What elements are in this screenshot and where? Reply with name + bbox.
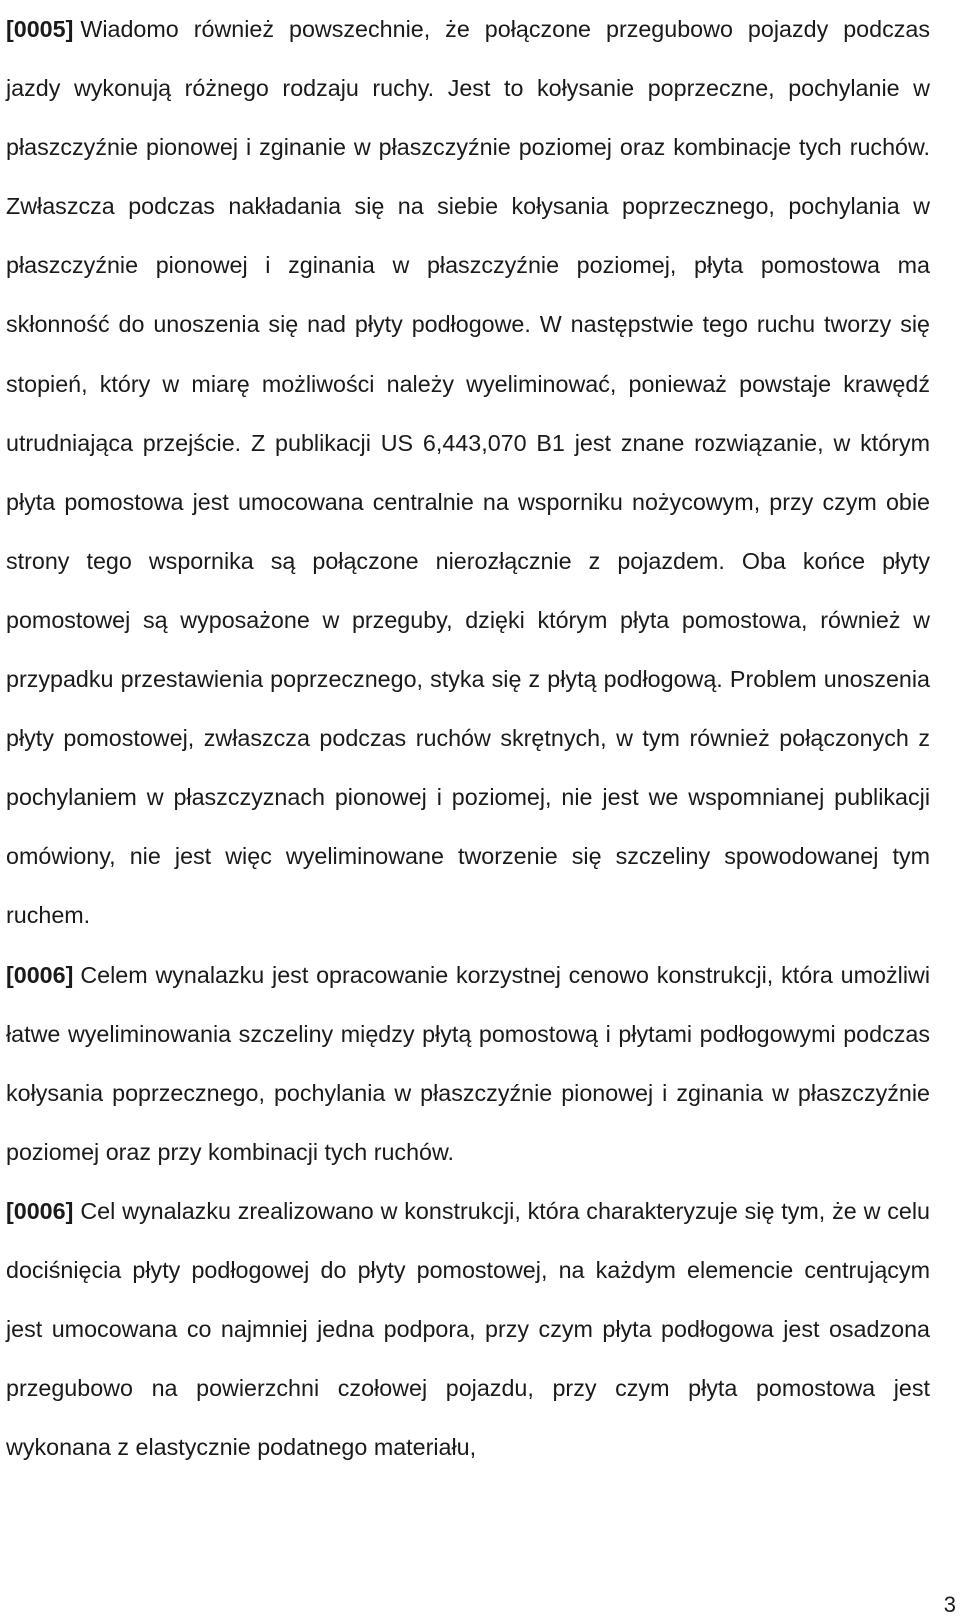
paragraph-text: Wiadomo również powszechnie, że połączone przegubowo pojazdy podczas jazdy wykonują różnego rodzaju ruchy. Jest to kołysanie poprzeczne, pochylanie w płaszczyźnie pionowej i zginanie w płaszczyźnie poziomej oraz kombinacje tych ruchów. Zwłaszcza podczas nakładania się na siebie kołysania poprzecznego, pochylania w płaszczyźnie pionowej i zginania w płaszczyźnie poziomej, płyta pomostowa ma skłonność do unoszenia się nad płyty podłogowe. W następstwie tego ruchu tworzy się stopień, który w miarę możliwości należy wyeliminować, ponieważ powstaje krawędź utrudniająca przejście. Z publikacji US 6,443,070 B1 jest znane rozwiązanie, w którym płyta pomostowa jest umocowana centralnie na wsporniku nożycowym, przy czym obie strony tego wspornika są połączone nierozłącznie z pojazdem. Oba końce płyty pomostowej są wyposażone w przeguby, dzięki którym płyta pomostowa, również w przypadku przestawienia poprzecznego, styka się z płytą podłogową. Problem unoszenia płyty pomostowej, zwłaszcza podczas ruchów skrętnych, w tym również połączonych z pochylaniem w płaszczyznach pionowej i poziomej, nie jest we wspomnianej publikacji omówiony, nie jest więc wyeliminowane tworzenie się szczeliny spowodowanej tym ruchem. [6, 16, 930, 929]
paragraph-0005 [6, 0, 930, 946]
paragraph-number: [0006] [6, 1197, 74, 1224]
document-page [6, 0, 930, 1477]
paragraph-0006-a [6, 946, 930, 1182]
paragraph-text: Celem wynalazku jest opracowanie korzystnej cenowo konstrukcji, która umożliwi łatwe wyeliminowania szczeliny między płytą pomostową i płytami podłogowymi podczas kołysania poprzecznego, pochylania w płaszczyźnie pionowej i zginania w płaszczyźnie poziomej oraz przy kombinacji tych ruchów. [6, 961, 930, 1165]
paragraph-number: [0005] [6, 16, 74, 42]
paragraph-0006-b [6, 1182, 930, 1477]
paragraph-text: Cel wynalazku zrealizowano w konstrukcji, która charakteryzuje się tym, że w celu dociśnięcia płyty podłogowej do płyty pomostowej, na każdym elemencie centrującym jest umocowana co najmniej jedna podpora, przy czym płyta podłogowa jest osadzona przegubowo na powierzchni czołowej pojazdu, przy czym płyta pomostowa jest wykonana z elastycznie podatnego materiału, [6, 1197, 930, 1461]
paragraph-number: [0006] [6, 961, 74, 988]
page-number: 3 [943, 1592, 956, 1617]
